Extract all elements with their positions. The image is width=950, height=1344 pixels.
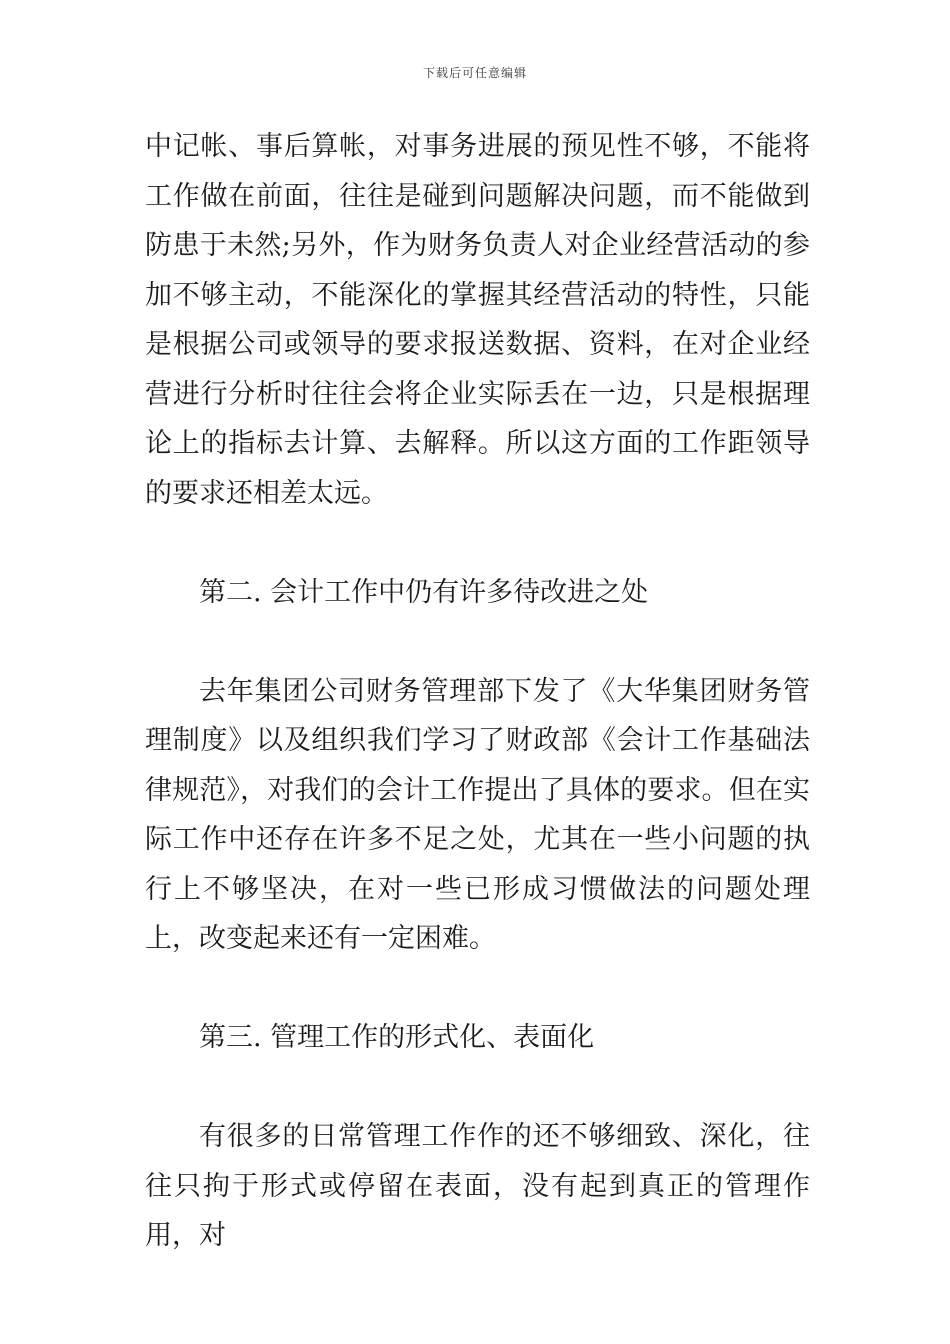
document-body — [145, 122, 810, 1261]
paragraph-section-3: 有很多的日常管理工作作的还不够细致、深化，往往只拘于形式或停留在表面，没有起到真正的管理作用，对 — [145, 1121, 810, 1251]
paragraph-gap — [145, 964, 810, 1014]
section-heading-3: 第三. 管理工作的形式化、表面化 — [199, 1022, 595, 1053]
paragraph-gap — [145, 617, 810, 667]
paragraph-gap — [145, 1063, 810, 1113]
paragraph-continuation: 中记帐、事后算帐，对事务进展的预见性不够，不能将工作做在前面，往往是碰到问题解决问题，而不能做到防患于未然;另外，作为财务负责人对企业经营活动的参加不够主动，不能深化的掌握其经营活动的特性，只能是根据公司或领导的要求报送数据、资料，在对企业经营进行分析时往往会将企业实际丢在一边，只是根据理论上的指标去计算、去解释。所以这方面的工作距领导的要求还相差太远。 — [145, 131, 810, 509]
page-header: 下载后可任意编辑 — [422, 66, 527, 80]
paragraph-gap — [145, 518, 810, 568]
section-heading-2: 第二. 会计工作中仍有许多待改进之处 — [199, 576, 649, 608]
paragraph-section-2: 去年集团公司财务管理部下发了《大华集团财务管理制度》以及组织我们学习了财政部《会计工作基础法律规范》，对我们的会计工作提出了具体的要求。但在实际工作中还存在许多不足之处，尤其在一些小问题的执行上不够坚决，在对一些已形成习惯做法的问题处理上，改变起来还有一定困难。 — [145, 675, 810, 954]
